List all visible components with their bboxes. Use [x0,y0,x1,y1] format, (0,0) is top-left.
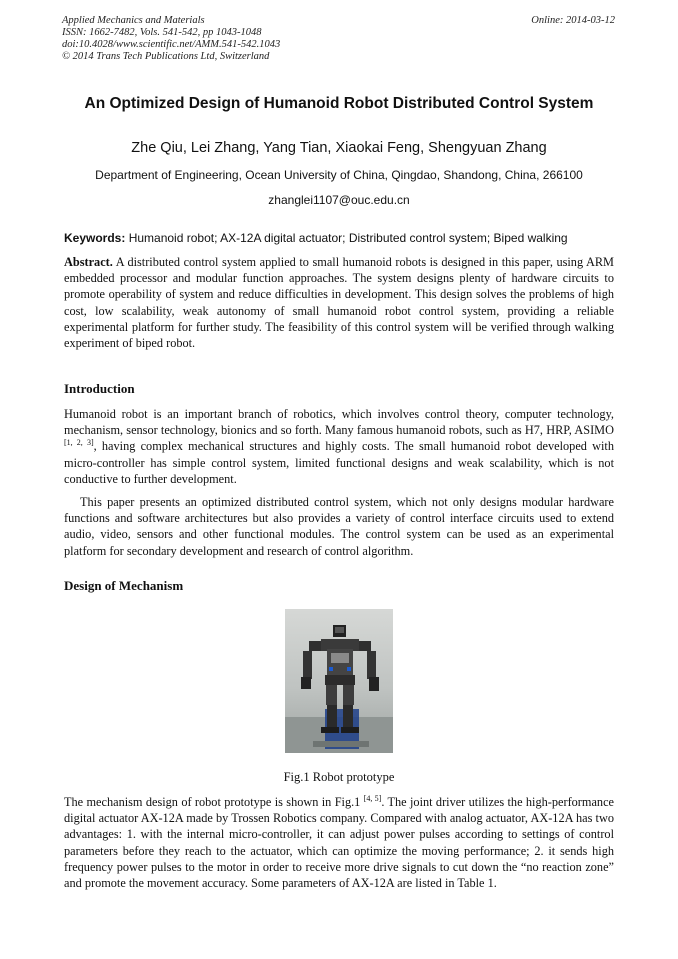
affiliation: Department of Engineering, Ocean University of China, Qingdao, Shandong, China, 266100 [95,168,583,182]
mechanism-paragraph [64,794,614,891]
mech-text-b: . The joint driver utilizes the high-performance digital actuator AX-12A made by Trossen Robotics company. Compared with analog actuator, AX-12A has two advantages: 1. with the internal micro-controller, it can adjust power pulses according to settings of control parameters before they reach to the actuator, which can optimize the moving performance; 2. it sends high frequency power pulses to the motor in order to receive more drive signals to cut down the “no reaction zone” and promote the movement accuracy. Some parameters of AX-12A are listed in Table 1. [64,795,614,891]
introduction-paragraph-2: This paper presents an optimized distributed control system, which not only designs modular hardware functions and software architectures but also provides a variety of control interface circuits used to extend audio, video, sensors and other functional modules. The control system can be used as an experimental platform for secondary development and research of control algorithm. [64,495,614,558]
doi-line: doi:10.4028/www.scientific.net/AMM.541-542.1043 [62,39,281,50]
mech-citation: [4, 5] [363,793,382,803]
introduction-heading: Introduction [64,381,135,396]
intro-text-b: , having complex mechanical structures and highly costs. The small humanoid robot developed with micro-controller has simple control system, limited functional designs and weak scalability, which is not conductive to further development. [64,439,614,486]
journal-name: Applied Mechanics and Materials [62,15,205,26]
issn-line: ISSN: 1662-7482, Vols. 541-542, pp 1043-1048 [62,27,262,38]
intro-citation: [1, 2, 3] [64,438,94,448]
abstract-text: A distributed control system applied to small humanoid robots is designed in this paper, using ARM embedded processor and modular function approaches. The system designs plenty of hardware circuits to promote operability of system and reduce difficulties in development. This design solves the problems of high cost, low scalability, weak autonomy of small humanoid robot control system, providing a reliable experimental platform for further study. The feasibility of this control system will be verified through walking experiment of biped robot. [64,255,614,351]
copyright-line: © 2014 Trans Tech Publications Ltd, Switzerland [62,51,270,62]
robot-photo [285,609,393,753]
robot-prototype-figure [285,609,393,753]
running-header [62,15,615,63]
abstract-label: Abstract. [64,255,113,269]
keywords-label: Keywords: [64,231,126,245]
keywords [64,231,616,245]
keywords-text: Humanoid robot; AX-12A digital actuator; Distributed control system; Biped walking [128,231,568,245]
contact-email: zhanglei1107@ouc.edu.cn [268,193,410,207]
mech-text-a: The mechanism design of robot prototype is shown in Fig.1 [64,795,364,809]
paper-title: An Optimized Design of Humanoid Robot Distributed Control System [84,95,594,112]
figure-caption: Fig.1 Robot prototype [283,770,395,784]
intro-text-a: Humanoid robot is an important branch of robotics, which involves control theory, computer technology, mechanism, sensor technology, bionics and so forth. Many famous humanoid robots, such as H7, HRP, ASIMO [64,407,614,438]
abstract [64,254,614,351]
introduction-paragraph-1 [64,406,614,487]
author-list: Zhe Qiu, Lei Zhang, Yang Tian, Xiaokai Feng, Shengyuan Zhang [131,140,547,156]
online-date: Online: 2014-03-12 [531,15,615,26]
mechanism-heading: Design of Mechanism [64,578,184,593]
